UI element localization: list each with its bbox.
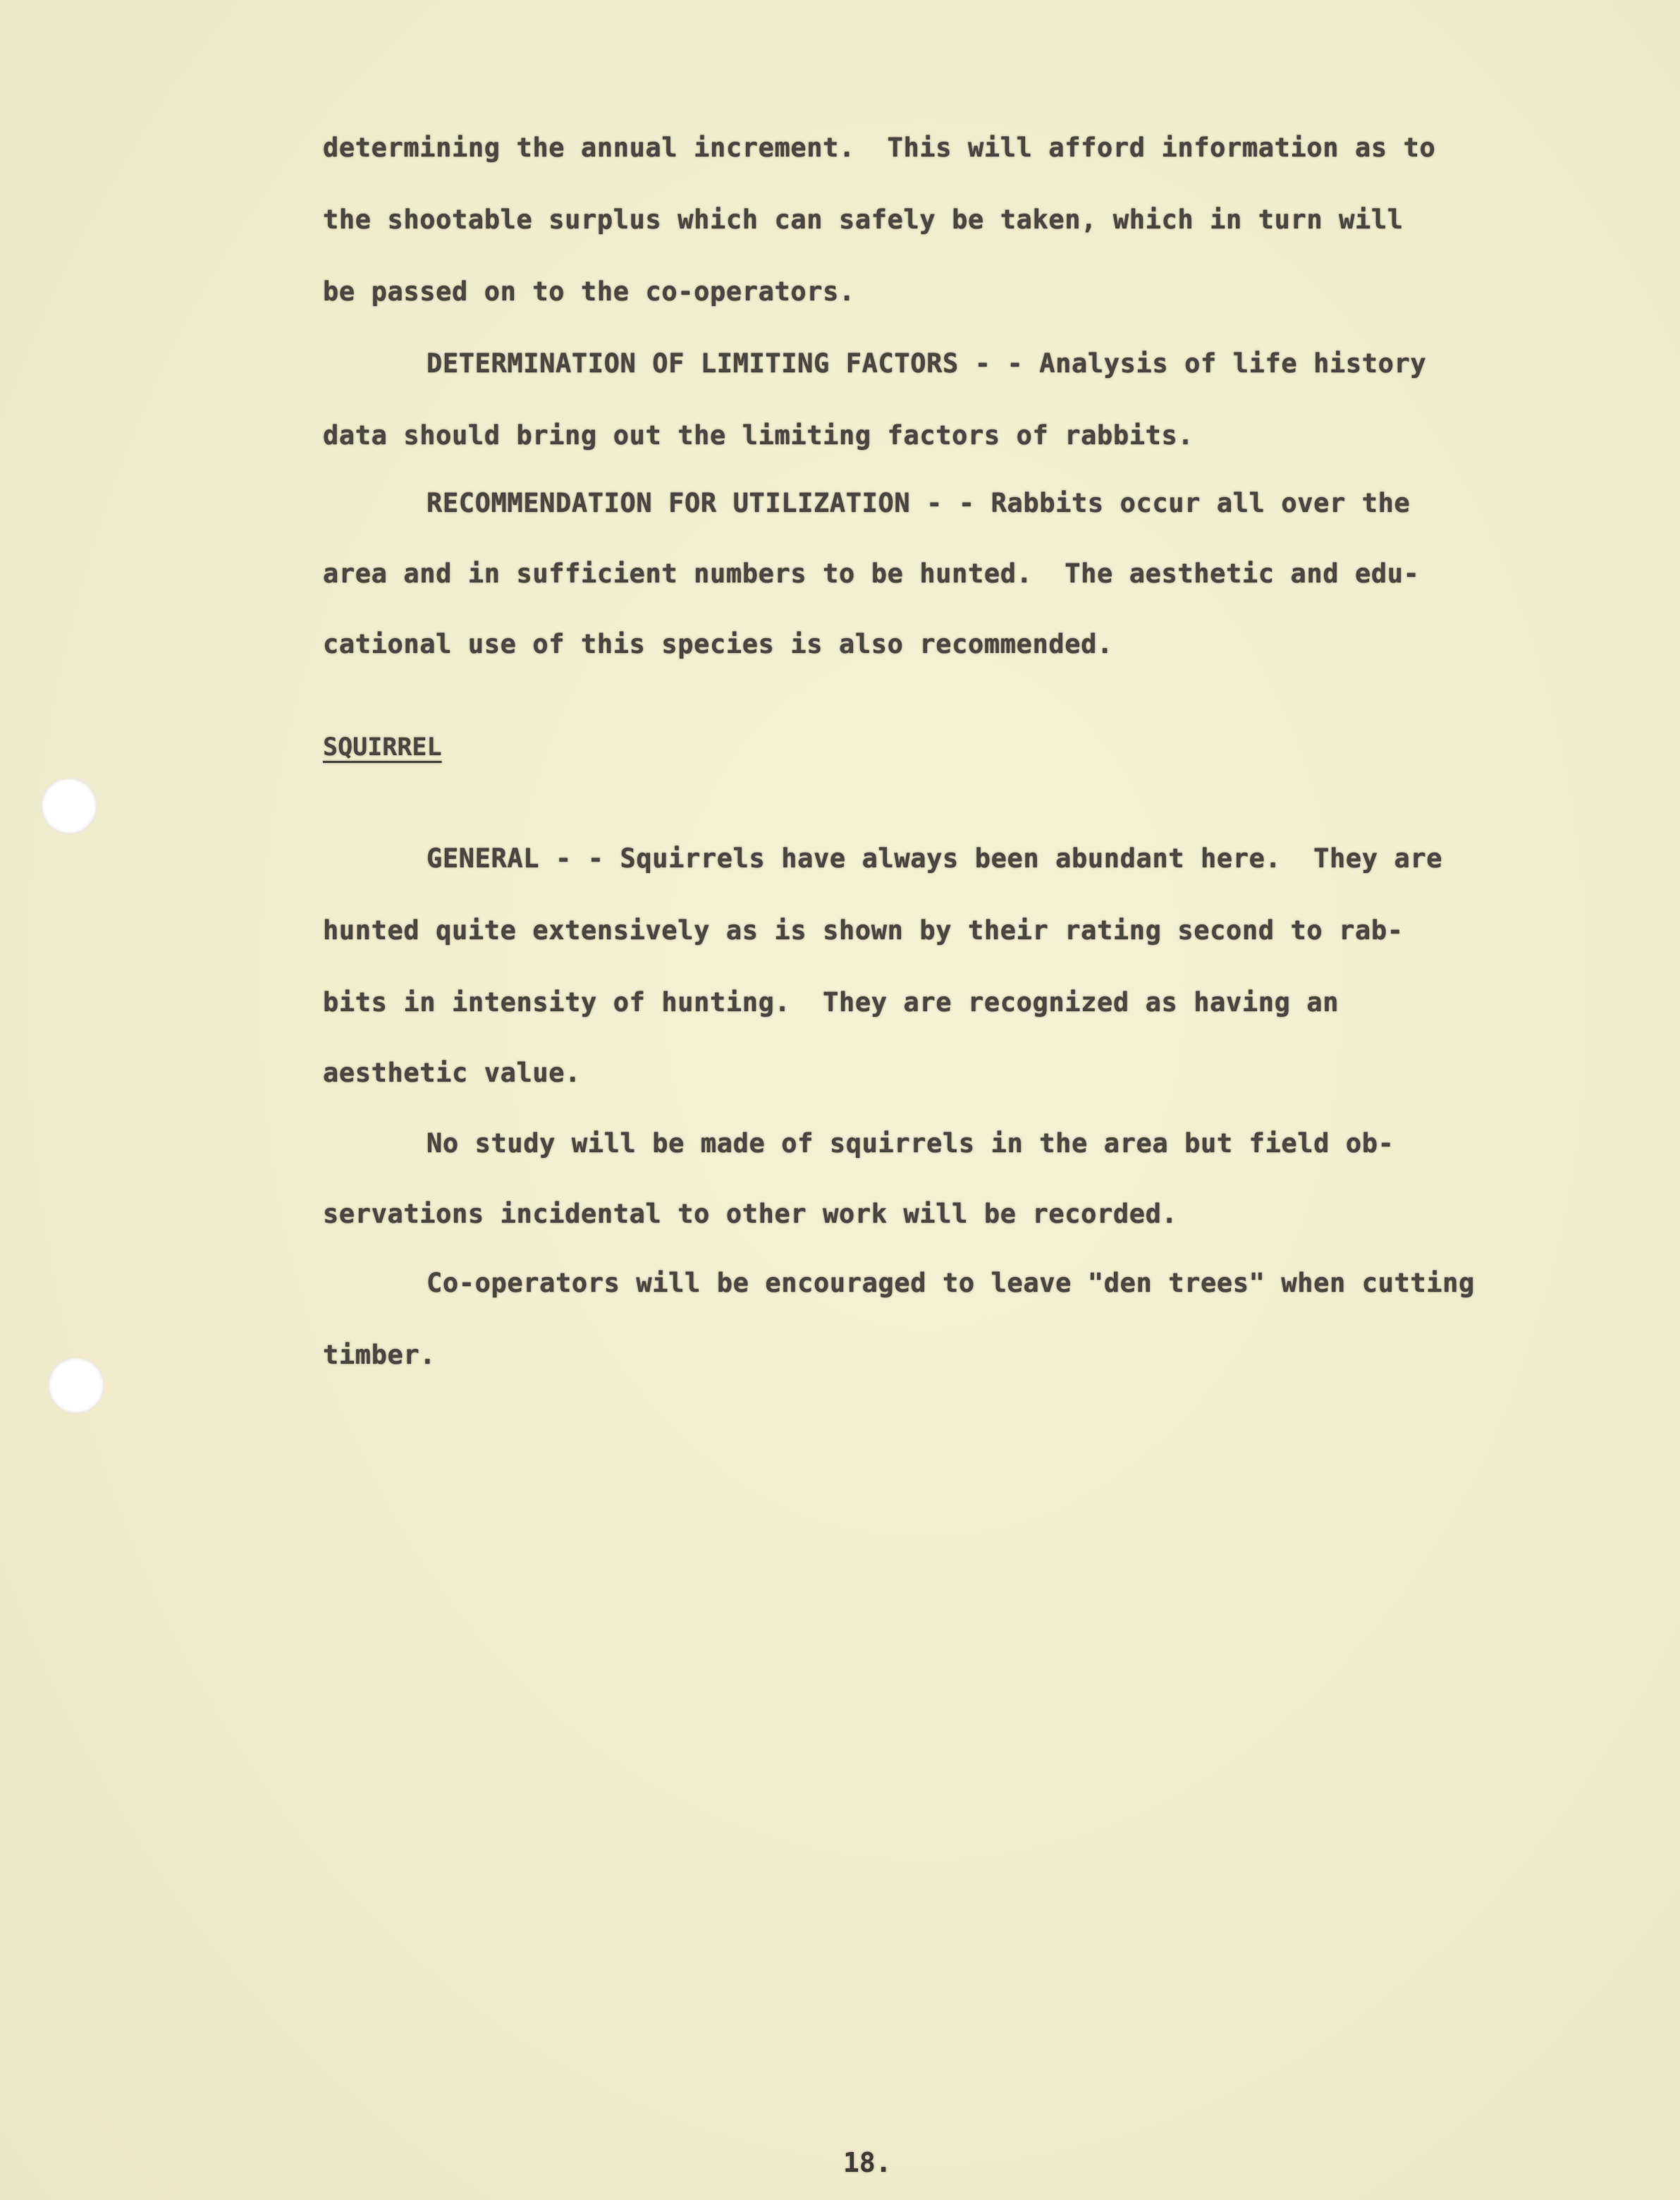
text-line: cational use of this species is also recommended. (323, 629, 1113, 659)
text-line: be passed on to the co-operators. (323, 276, 855, 307)
text-line: Co-operators will be encouraged to leave "den trees" when cutting (427, 1268, 1475, 1298)
text-line: GENERAL - - Squirrels have always been abundant here. They are (427, 843, 1443, 874)
text-line: servations incidental to other work will be recorded. (323, 1199, 1178, 1229)
text-line: RECOMMENDATION FOR UTILIZATION - - Rabbits occur all over the (427, 488, 1411, 518)
text-line: No study will be made of squirrels in the area but field ob- (427, 1128, 1394, 1159)
punch-hole-upper (41, 778, 97, 834)
page-number: 18. (843, 2147, 892, 2178)
text-line: the shootable surplus which can safely be taken, which in turn will (323, 204, 1404, 235)
text-line: data should bring out the limiting factors of rabbits. (323, 420, 1194, 451)
text-line: timber. (323, 1340, 436, 1370)
text-line: determining the annual increment. This will afford information as to (323, 133, 1436, 163)
section-heading: SQUIRREL (323, 733, 442, 762)
text-line: hunted quite extensively as is shown by their rating second to rab- (323, 915, 1404, 946)
text-line: DETERMINATION OF LIMITING FACTORS - - Analysis of life history (427, 348, 1427, 379)
text-line: aesthetic value. (323, 1058, 582, 1088)
text-line: bits in intensity of hunting. They are recognized as having an (323, 987, 1339, 1018)
punch-hole-lower (48, 1357, 104, 1414)
text-line: area and in sufficient numbers to be hunted. The aesthetic and edu- (323, 558, 1420, 589)
